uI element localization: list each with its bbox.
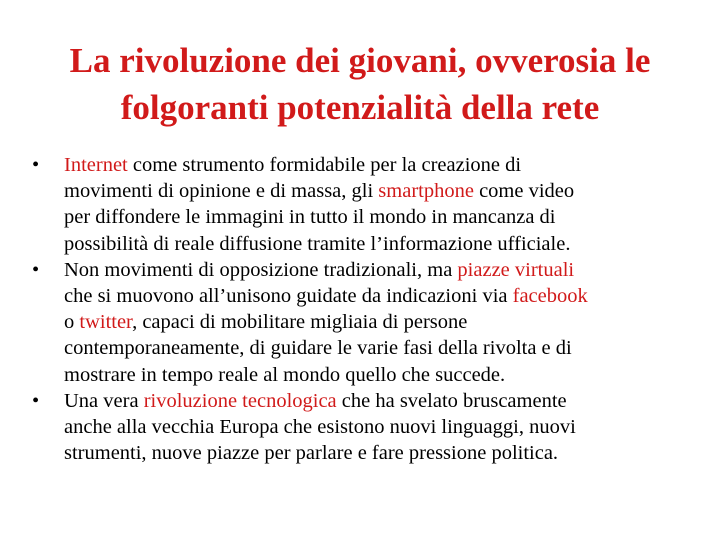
bullet-text: Non movimenti di opposizione tradizionali, ma — [64, 258, 458, 281]
bullet-text: o — [64, 311, 80, 334]
bullet-item — [32, 152, 702, 257]
bullet-text-line — [64, 231, 702, 257]
bullet-dot-icon: • — [32, 258, 40, 281]
bullet-list — [32, 152, 702, 466]
bullet-text: mostrare in tempo reale al mondo quello che succede. — [64, 363, 506, 386]
highlighted-term: piazze virtuali — [457, 258, 575, 281]
bullet-text: come video — [473, 180, 575, 203]
bullet-text: movimenti di opinione e di massa, gli — [64, 180, 379, 203]
highlighted-term: rivoluzione tecnologica — [143, 389, 337, 412]
bullet-text-line — [64, 283, 702, 309]
bullet-text-line — [64, 309, 702, 335]
bullet-text-line — [64, 204, 702, 230]
bullet-text-line — [64, 414, 702, 440]
slide-title-line-1: La rivoluzione dei giovani, ovverosia le — [69, 41, 651, 80]
bullet-text: come strumento formidabile per la creazione di — [127, 154, 522, 176]
bullet-item — [32, 257, 702, 388]
bullet-item — [32, 388, 702, 467]
highlighted-term: twitter — [79, 311, 133, 334]
bullet-text-line — [64, 178, 702, 204]
bullet-text: per diffondere le immagini in tutto il mondo in mancanza di — [64, 206, 556, 229]
bullet-text-line — [64, 152, 702, 178]
bullet-text: contemporaneamente, di guidare le varie fasi della rivolta e di — [64, 337, 572, 360]
bullet-text: strumenti, nuove piazze per parlare e fare pressione politica. — [64, 442, 559, 465]
highlighted-term: smartphone — [378, 180, 474, 203]
bullet-text-line — [64, 388, 702, 414]
bullet-text: , capaci di mobilitare migliaia di persone — [132, 311, 468, 334]
bullet-text: Una vera — [64, 389, 144, 412]
bullet-text: che ha svelato bruscamente — [336, 389, 567, 412]
bullet-text: anche alla vecchia Europa che esistono nuovi linguaggi, nuovi — [64, 416, 576, 439]
bullet-text: possibilità di reale diffusione tramite l’informazione ufficiale. — [64, 232, 571, 255]
slide-title-line-2: folgoranti potenzialità della rete — [120, 88, 600, 127]
bullet-text: che si muovono all’unisono guidate da indicazioni via — [64, 285, 513, 308]
bullet-dot-icon: • — [32, 154, 40, 176]
bullet-text-line — [64, 362, 702, 388]
bullet-text-line — [64, 440, 702, 466]
highlighted-term: Internet — [64, 154, 128, 176]
bullet-text-line — [64, 335, 702, 361]
slide-title — [20, 37, 700, 131]
highlighted-term: facebook — [512, 285, 588, 308]
bullet-text-line — [64, 257, 702, 283]
bullet-dot-icon: • — [32, 389, 40, 412]
